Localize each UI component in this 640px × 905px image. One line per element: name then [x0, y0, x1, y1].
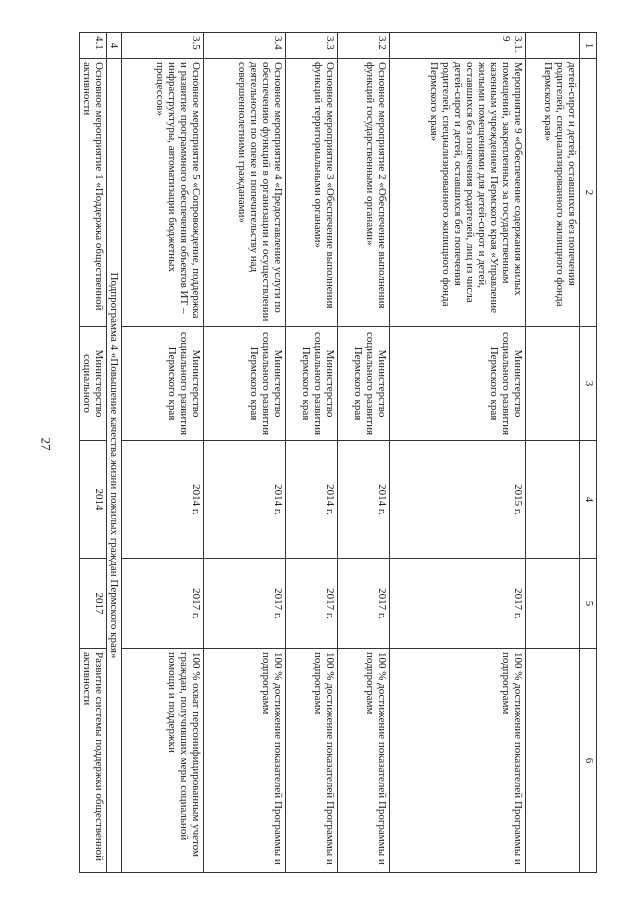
table-row	[390, 33, 526, 873]
activity-name: Основное мероприятие 5 «Сопровождение, поддержка и развитие программного обеспечения объектов ИТ – инфраструктуры, автоматизации бюджетных процессов»	[122, 59, 204, 327]
row-number	[526, 33, 580, 59]
subprogram-title: Подпрограмма 4 «Повышение качества жизни пожилых граждан Пермского края»	[107, 59, 122, 873]
table-row	[286, 33, 338, 873]
header-cell: 6	[580, 649, 597, 873]
start-date: 2014	[80, 441, 107, 559]
end-date: 2017 г.	[122, 559, 204, 649]
row-number: 3.3	[286, 33, 338, 59]
activity-name: Мероприятие 9 «Обеспечение содержания жилых помещений, закрепленных за государственным казенным учреждением Пермского края «Управление жилыми помещениями для детей-сирот и детей, оставшихся без попечения родителей, лиц из числа детей-сирот и детей, оставшихся без попечения родителей, специализированного жилищного фонда Пермского края»	[390, 59, 526, 327]
subprogram-row	[107, 33, 122, 873]
end-date	[526, 559, 580, 649]
row-number: 4	[107, 33, 122, 59]
end-date: 2017 г.	[286, 559, 338, 649]
start-date: 2014 г.	[204, 441, 286, 559]
activity-name: Основное мероприятие 1 «Поддержка общественной активности	[80, 59, 107, 327]
activity-name: Основное мероприятие 2 «Обеспечение выполнения функций государственными органами»	[338, 59, 390, 327]
expected-result: 100 % достижение показателей Программы и подпрограмм	[390, 649, 526, 873]
end-date: 2017	[80, 559, 107, 649]
page-number: 27	[38, 437, 54, 451]
program-table	[79, 32, 597, 873]
executor: Министерство социального	[80, 327, 107, 441]
activity-name: детей-сирот и детей, оставшихся без попечения родителей, специализированного жилищного фонда Пермского края»	[526, 59, 580, 327]
expected-result: 100 % достижение показателей Программы и подпрограмм	[338, 649, 390, 873]
executor	[526, 327, 580, 441]
row-number: 4.1	[80, 33, 107, 59]
expected-result: 100 % достижение показателей Программы и подпрограмм	[286, 649, 338, 873]
row-number: 3.1.9	[390, 33, 526, 59]
start-date: 2014 г.	[338, 441, 390, 559]
executor: Министерство социального развития Пермского края	[390, 327, 526, 441]
start-date	[526, 441, 580, 559]
end-date: 2017 г.	[338, 559, 390, 649]
start-date: 2014 г.	[286, 441, 338, 559]
row-number: 3.2	[338, 33, 390, 59]
table-row	[122, 33, 204, 873]
executor: Министерство социального развития Пермского края	[286, 327, 338, 441]
start-date: 2015 г.	[390, 441, 526, 559]
activity-name: Основное мероприятие 3 «Обеспечение выполнения функций территориальными органами»	[286, 59, 338, 327]
expected-result: 100 % охват персонифицированным учетом граждан, получивших меры социальной помощи и поддержки	[122, 649, 204, 873]
header-cell: 2	[580, 59, 597, 327]
start-date: 2014 г.	[122, 441, 204, 559]
activity-name: Основное мероприятие 4 «Предоставление услуги по обеспечению функций в организации и осуществлении деятельности по опеке и попечительству над совершеннолетними гражданами»	[204, 59, 286, 327]
end-date: 2017 г.	[390, 559, 526, 649]
table-row	[80, 33, 107, 873]
executor: Министерство социального развития Пермского края	[122, 327, 204, 441]
row-number: 3.5	[122, 33, 204, 59]
header-cell: 3	[580, 327, 597, 441]
end-date: 2017 г.	[204, 559, 286, 649]
executor: Министерство социального развития Пермского края	[338, 327, 390, 441]
executor: Министерство социального развития Пермского края	[204, 327, 286, 441]
header-cell: 5	[580, 559, 597, 649]
table-row	[338, 33, 390, 873]
table-header-row	[580, 33, 597, 873]
row-number: 3.4	[204, 33, 286, 59]
rotated-table-container	[52, 32, 597, 872]
header-cell: 1	[580, 33, 597, 59]
table-row	[526, 33, 580, 873]
header-cell: 4	[580, 441, 597, 559]
expected-result	[526, 649, 580, 873]
expected-result: Развитие системы поддержки общественной активности	[80, 649, 107, 873]
expected-result: 100 % достижение показателей Программы и подпрограмм	[204, 649, 286, 873]
table-row	[204, 33, 286, 873]
